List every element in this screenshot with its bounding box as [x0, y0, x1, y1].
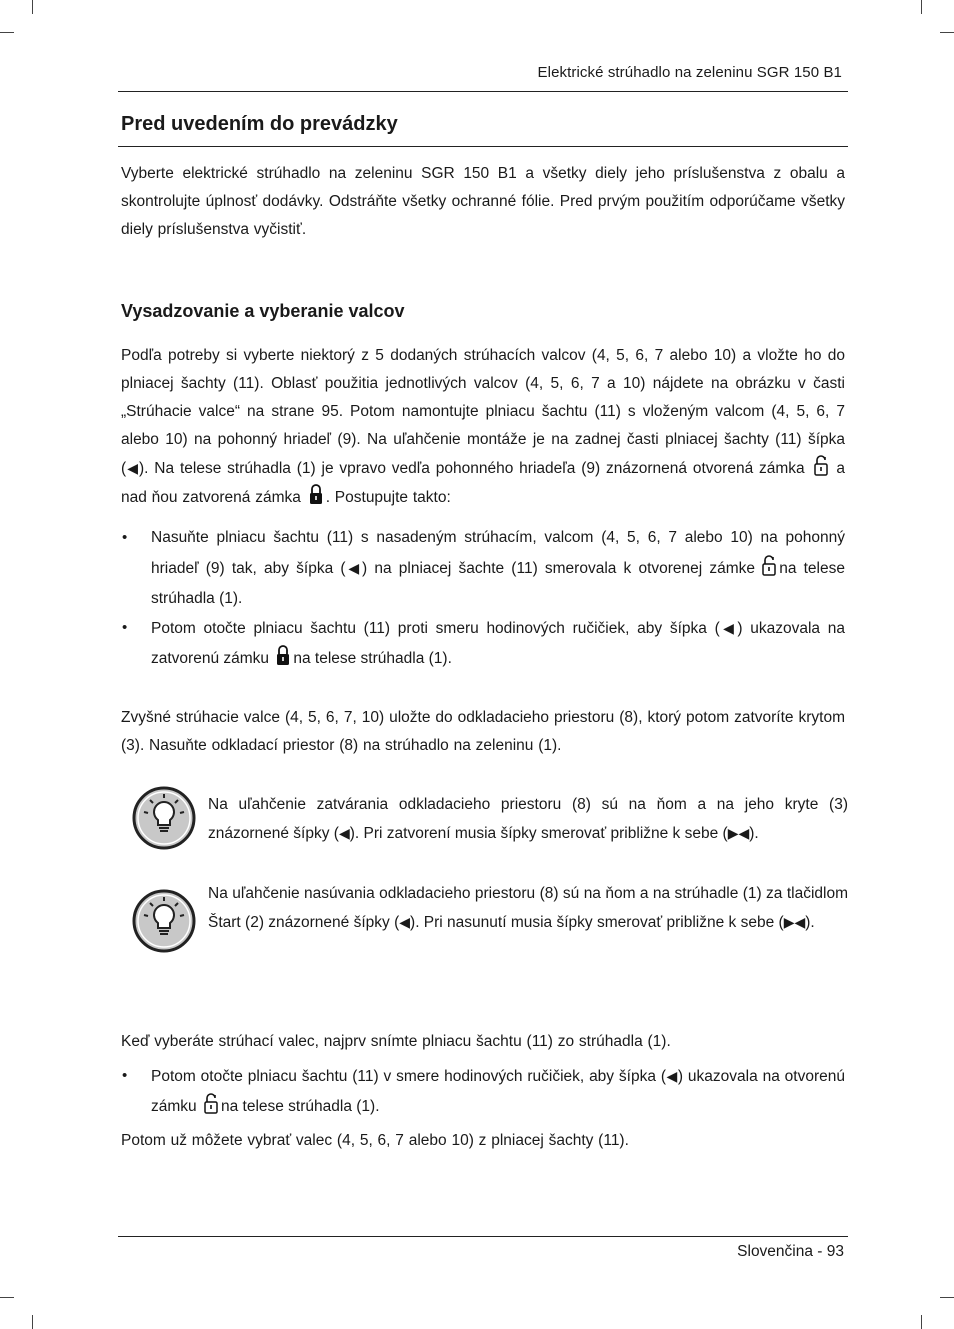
bullet-dot: • [122, 529, 128, 546]
tip-paragraph [208, 880, 848, 937]
lightbulb-tip-icon [132, 786, 196, 850]
text-span: Na uľahčenie nasúvania odkladacieho priestoru (8) sú na ňom a na strúhadle (1) za tlačidlom Štart (2) znázornené šípky ( [208, 885, 848, 931]
text-span: na telese strúhadla (1). [220, 1098, 380, 1115]
intro-paragraph: Vyberte elektrické strúhadlo na zeleninu SGR 150 B1 a všetky diely jeho príslušenstva z obalu a skontrolujte úplnosť dodávky. Odstráňte všetky ochranné fólie. Pred prvým použitím odporúčame všetky diely príslušenstva vyčistiť. [121, 165, 845, 238]
bullet-item [151, 613, 845, 674]
text-span: a nad ňou zatvorená zámka [121, 460, 845, 506]
text-span: Potom otočte plniacu šachtu (11) v smere hodinových ručičiek, aby šípka ( [151, 1068, 666, 1085]
text-span: . Postupujte takto: [325, 489, 451, 506]
lightbulb-tip-icon [132, 889, 196, 953]
open-lock-icon [204, 1092, 218, 1114]
crop-mark [32, 1315, 33, 1329]
text-span: ). Pri nasunutí musia šípky smerovať približne k sebe ( [410, 914, 784, 931]
text-span: Podľa potreby si vyberte niektorý z 5 dodaných strúhacích valcov (4, 5, 6, 7 alebo 10) a vložte ho do plniacej šachty (11). Oblasť použitia jednotlivých valcov (4, 5, 6, 7 a 10) nájdete na obrázku v časti „Strúhacie valce“ na strane 95. Potom namontujte plniacu šachtu (11) s vloženým valcom (4, 5, 6, 7 alebo 10) na pohonný hriadeľ (9). Na uľahčenie montáže je na zadnej časti plniacej šachty (11) šípka ( [121, 347, 845, 477]
crop-mark [0, 32, 14, 33]
arrow-left-icon: ◀ [399, 914, 411, 930]
text-span: ) ukazovala na otvorenú zámku [151, 1068, 845, 1115]
bullet-item [151, 523, 845, 614]
closed-lock-icon [309, 483, 323, 505]
text-span: na telese strúhadla (1). [151, 560, 845, 607]
bullet-item [151, 1061, 845, 1122]
footer-rule [118, 1236, 848, 1237]
open-lock-icon [814, 454, 828, 476]
arrow-left-icon: ◀ [345, 560, 363, 576]
subsection-heading: Vysadzovanie a vyberanie valcov [121, 301, 405, 321]
crop-mark [0, 1297, 14, 1298]
crop-mark [921, 1315, 922, 1329]
arrows-pair-icon: ▶◀ [727, 825, 750, 841]
closed-lock-icon [276, 644, 290, 666]
arrow-left-icon: ◀ [719, 620, 738, 636]
text-span: Potom otočte plniacu šachtu (11) proti smeru hodinových ručičiek, aby šípka ( [151, 620, 720, 637]
arrows-pair-icon: ▶◀ [783, 914, 806, 930]
bullet-dot: • [122, 1067, 128, 1084]
open-lock-icon [762, 554, 776, 576]
cylinder-paragraph [121, 342, 845, 512]
crop-mark [940, 1297, 954, 1298]
arrow-left-icon: ◀ [126, 460, 139, 476]
header-rule [118, 91, 848, 92]
arrow-left-icon: ◀ [666, 1068, 678, 1084]
text-span: ). [805, 914, 815, 931]
page-number: Slovenčina - 93 [737, 1243, 844, 1260]
crop-mark [940, 32, 954, 33]
remove-paragraph: Keď vyberáte strúhací valec, najprv snímte plniacu šachtu (11) zo strúhadla (1). [121, 1033, 671, 1050]
tip-paragraph [208, 791, 848, 848]
crop-mark [921, 0, 922, 14]
text-span: na telese strúhadla (1). [293, 650, 452, 667]
bullet-dot: • [122, 619, 128, 636]
storage-paragraph: Zvyšné strúhacie valce (4, 5, 6, 7, 10) uložte do odkladacieho priestoru (8), ktorý potom zatvoríte krytom (3). Nasuňte odkladací priestor (8) na strúhadlo na zeleninu (1). [121, 709, 845, 754]
section-heading: Pred uvedením do prevádzky [121, 113, 398, 135]
running-header: Elektrické strúhadlo na zeleninu SGR 150 B1 [537, 64, 842, 81]
final-paragraph: Potom už môžete vybrať valec (4, 5, 6, 7 alebo 10) z plniacej šachty (11). [121, 1132, 629, 1149]
heading-rule [118, 146, 848, 147]
text-span: ) ukazovala na zatvorenú zámku [151, 620, 845, 667]
arrow-left-icon: ◀ [338, 825, 350, 841]
text-span: ). Na telese strúhadla (1) je vpravo vedľa pohonného hriadeľa (9) znázornená otvorená zámka [139, 460, 805, 477]
text-span: ) na plniacej šachte (11) smerovala k otvorenej zámke [362, 560, 756, 577]
crop-mark [32, 0, 33, 14]
text-span: ). [749, 825, 759, 842]
text-span: ). Pri zatvorení musia šípky smerovať približne k sebe ( [349, 825, 728, 842]
text-span: Na uľahčenie zatvárania odkladacieho priestoru (8) sú na ňom a na jeho kryte (3) znázornené šípky ( [208, 796, 848, 842]
text-span: Nasuňte plniacu šachtu (11) s nasadeným strúhacím, valcom (4, 5, 6, 7 alebo 10) na pohonný hriadeľ (9) tak, aby šípka ( [151, 529, 845, 577]
